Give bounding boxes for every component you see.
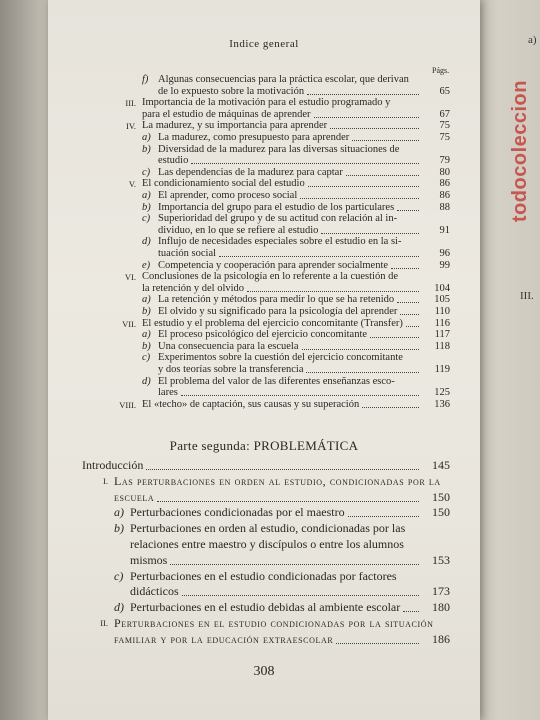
toc-entry-line xyxy=(110,178,450,190)
leader-dots xyxy=(346,175,419,176)
toc-entry-letter: d) xyxy=(142,236,151,248)
toc-entry-title: Conclusiones de la psicología en lo referente a la cuestión de xyxy=(142,271,398,283)
running-head: Indice general xyxy=(229,38,299,50)
toc-entry-line xyxy=(114,600,450,615)
toc-entry-line xyxy=(158,364,450,376)
toc-entry-line xyxy=(130,584,450,599)
toc-entry-line xyxy=(110,318,450,330)
toc-page-number: 75 xyxy=(439,132,450,143)
toc-entry-title: El problema del valor de las diferentes enseñanzas esco- xyxy=(158,375,395,387)
toc-page-number: 116 xyxy=(434,317,450,329)
toc-entry-line xyxy=(142,144,450,156)
toc-entry-letter: c) xyxy=(114,568,124,583)
toc-page-number: 153 xyxy=(432,552,450,567)
toc-entry-line xyxy=(158,155,450,167)
toc-entry-line xyxy=(158,86,450,98)
leader-dots xyxy=(348,516,419,517)
toc-entry-line xyxy=(114,505,450,520)
toc-entry-line xyxy=(82,616,450,631)
toc-entry-number: II. xyxy=(100,618,108,628)
leader-dots xyxy=(321,233,419,234)
toc-page-number: 80 xyxy=(439,166,450,178)
toc-page-number: 67 xyxy=(439,108,450,120)
leader-dots xyxy=(406,326,419,327)
toc-entry-line xyxy=(82,474,450,489)
toc-entry-title: El condicionamiento social del estudio xyxy=(142,178,305,190)
leader-dots xyxy=(182,595,419,596)
toc-entry-letter: a) xyxy=(142,329,151,341)
leader-dots xyxy=(403,611,419,612)
toc-entry-title: Importancia de la motivación para el estudio programado y xyxy=(142,97,391,109)
toc-entry-title: Algunas consecuencias para la práctica escolar, que derivan xyxy=(158,74,409,85)
leader-dots xyxy=(391,268,419,269)
toc-page-number: 104 xyxy=(434,282,450,294)
toc-entry-line xyxy=(130,537,450,552)
toc-page-number: 145 xyxy=(432,458,450,472)
toc-entry-line xyxy=(142,306,450,318)
toc-page-number: 79 xyxy=(439,155,450,167)
toc-entry-number: IV. xyxy=(126,121,136,132)
toc-entry-line xyxy=(110,120,450,132)
leader-dots xyxy=(400,314,419,315)
toc-entry-title: Superioridad del grupo y de su actitud con relación al in- xyxy=(158,213,398,225)
toc-entry-title: Perturbaciones en orden al estudio, condicionadas por las xyxy=(130,521,406,536)
toc-page-number: 173 xyxy=(432,584,450,599)
toc-entry-line xyxy=(142,260,450,272)
leader-dots xyxy=(170,564,419,565)
toc-entry-title: relaciones entre maestro y discípulos o entre los alumnos xyxy=(130,537,404,551)
toc-entry-line xyxy=(142,283,450,295)
toc-entry-title: de lo expuesto sobre la motivación xyxy=(158,85,305,97)
toc-entry-letter: e) xyxy=(142,259,151,271)
toc-entry-line xyxy=(158,248,450,260)
toc-entry-title: El aprender, como proceso social xyxy=(158,190,298,201)
toc-entry-letter: a) xyxy=(114,505,124,520)
toc-page-number: 150 xyxy=(432,489,450,504)
right-page-fragment-a: a) xyxy=(528,34,537,46)
leader-dots xyxy=(302,349,420,350)
toc-page-number: 117 xyxy=(434,329,450,341)
toc-entry-line xyxy=(142,109,450,121)
toc-entry-title: El olvido y su significado para la psicología del aprender xyxy=(158,306,398,317)
toc-entry-title: La madurez, y su importancia para aprender xyxy=(142,120,328,132)
leader-dots xyxy=(306,372,419,373)
pags-label: Págs. xyxy=(432,66,450,75)
toc-entry-letter: d) xyxy=(114,600,124,615)
toc-entry-title: Influjo de necesidades especiales sobre el estudio en la si- xyxy=(158,236,402,248)
toc-entry-title: la retención y del olvido xyxy=(142,282,245,294)
toc-entry-title: escuela xyxy=(114,489,155,504)
toc-entry-title: La madurez, como presupuesto para aprender xyxy=(158,132,350,143)
toc-entry-title: dividuo, en lo que se refiere al estudio xyxy=(158,224,319,236)
toc-entry-title: Perturbaciones en el estudio debidas al ambiente escolar xyxy=(130,600,401,615)
toc-entry-line xyxy=(142,190,450,202)
leader-dots xyxy=(247,291,419,292)
toc-entry-letter: a) xyxy=(142,132,151,143)
toc-entry-title: lares xyxy=(158,387,178,399)
leader-dots xyxy=(219,256,419,257)
toc-entry-title: Importancia del grupo para el estudio de los particulares xyxy=(158,201,395,213)
toc-entry-number: V. xyxy=(128,179,136,190)
toc-entry-line xyxy=(142,202,450,214)
toc-entry-line xyxy=(142,213,450,225)
toc-entry-line xyxy=(142,236,450,248)
part-title: Parte segunda: PROBLEMÁTICA xyxy=(169,438,359,453)
toc-entry-title: y dos teorías sobre la transferencia xyxy=(158,364,304,375)
toc-entry-title: Perturbaciones en el estudio condicionadas por factores xyxy=(130,568,397,583)
toc-entry-title: Competencia y cooperación para aprender socialmente xyxy=(158,259,389,271)
toc-page-number: 86 xyxy=(439,190,450,201)
toc-entry-number: III. xyxy=(125,98,136,109)
right-page-fragment-iii: III. xyxy=(520,290,534,302)
toc-entry-line xyxy=(110,271,450,283)
toc-page-number: 119 xyxy=(434,364,450,375)
toc-entry-line xyxy=(82,458,450,473)
toc-page-number: 118 xyxy=(434,340,450,352)
toc-entry-number: VI. xyxy=(124,272,136,283)
leader-dots xyxy=(146,469,419,470)
leader-dots xyxy=(314,117,419,118)
leader-dots xyxy=(330,128,419,129)
toc-entry-letter: c) xyxy=(142,213,151,225)
toc-entry-letter: b) xyxy=(142,143,151,155)
toc-entry-line xyxy=(114,569,450,584)
leader-dots xyxy=(307,94,419,95)
toc-entry-line xyxy=(142,167,450,179)
toc-entry-line xyxy=(142,341,450,353)
toc-page-number: 91 xyxy=(439,224,450,236)
toc-entry-title: Perturbaciones en el estudio condicionadas por la situación xyxy=(114,616,434,630)
toc-entry-title: didácticos xyxy=(130,584,179,599)
watermark: todocoleccion xyxy=(509,80,531,223)
toc-page-number: 65 xyxy=(439,85,450,97)
toc-entry-title: Diversidad de la madurez para las diversas situaciones de xyxy=(158,143,400,155)
toc-entry-number: I. xyxy=(103,475,108,486)
toc-page-number: 125 xyxy=(434,387,450,399)
toc-page-number: 86 xyxy=(439,178,450,190)
toc-entry-line xyxy=(130,553,450,568)
leader-dots xyxy=(336,643,419,644)
toc-entry-letter: a) xyxy=(142,190,151,201)
toc-entry-title: El estudio y el problema del ejercicio concomitante (Transfer) xyxy=(142,317,403,329)
toc-entry-line xyxy=(114,632,450,647)
toc-entry-line xyxy=(142,74,450,86)
leader-dots xyxy=(300,198,419,199)
toc-entry-line xyxy=(142,352,450,364)
toc-entry-line xyxy=(158,387,450,399)
toc-entry-line xyxy=(142,132,450,144)
toc-page-number: 110 xyxy=(434,306,450,317)
toc-entry-number: VIII. xyxy=(119,399,136,410)
toc-entry-title: para el estudio de máquinas de aprender xyxy=(142,108,311,120)
toc-entry-title: Experimentos sobre la cuestión del ejercicio concomitante xyxy=(158,352,403,364)
toc-entry-title: El «techo» de captación, sus causas y su superación xyxy=(142,398,360,410)
leader-dots xyxy=(370,337,419,338)
toc-page-number: 150 xyxy=(432,505,450,520)
toc-entry-title: Una consecuencia para la escuela xyxy=(158,340,299,352)
toc-entry-letter: b) xyxy=(114,521,124,536)
toc-entry-title: La retención y métodos para medir lo que se ha retenido xyxy=(158,294,395,306)
toc-entry-title: Las dependencias de la madurez para captar xyxy=(158,166,343,178)
toc-entry-letter: c) xyxy=(142,352,151,364)
toc-entry-letter: c) xyxy=(142,166,151,178)
toc-page-number: 136 xyxy=(434,398,450,410)
toc-entry-title: estudio xyxy=(158,155,189,167)
leader-dots xyxy=(157,501,419,502)
leader-dots xyxy=(397,210,419,211)
toc-entry-letter: b) xyxy=(142,340,151,352)
toc-entry-letter: b) xyxy=(142,201,151,213)
toc-entry-line xyxy=(114,521,450,536)
toc-entry-title: Las perturbaciones en orden al estudio, condicionadas por la xyxy=(114,473,441,488)
toc-page-number: 96 xyxy=(439,248,450,259)
leader-dots xyxy=(181,395,419,396)
leader-dots xyxy=(191,163,419,164)
toc-entry-letter: a) xyxy=(142,294,151,306)
toc-entry-number: VII. xyxy=(122,318,136,329)
toc-entry-line xyxy=(142,294,450,306)
leader-dots xyxy=(397,302,419,303)
toc-entry-line xyxy=(142,329,450,341)
toc-entry-title: El proceso psicológico del ejercicio concomitante xyxy=(158,329,368,341)
toc-entry-title: mismos xyxy=(130,552,168,567)
toc-entry-line xyxy=(142,376,450,388)
toc-page-number: 99 xyxy=(439,259,450,271)
toc-entry-line xyxy=(110,399,450,411)
toc-entry-title: familiar y por la educación extraescolar xyxy=(114,631,334,646)
toc-page-number: 186 xyxy=(432,631,450,646)
toc-page-number: 105 xyxy=(434,294,450,306)
toc-page-number: 88 xyxy=(439,201,450,213)
toc-entry-line xyxy=(110,97,450,109)
leader-dots xyxy=(362,407,419,408)
toc-entry-letter: d) xyxy=(142,375,151,387)
toc-page-number: 75 xyxy=(439,120,450,132)
page-number: 308 xyxy=(253,664,275,679)
toc-entry-line xyxy=(114,490,450,505)
toc-entry-title: tuación social xyxy=(158,248,217,259)
toc-page-number: 180 xyxy=(432,600,450,615)
toc-entry-title: Introducción xyxy=(82,458,144,472)
leader-dots xyxy=(308,186,419,187)
leader-dots xyxy=(352,140,419,141)
toc-entry-letter: f) xyxy=(142,74,149,85)
toc-entry-letter: b) xyxy=(142,306,151,317)
toc-entry-line xyxy=(158,225,450,237)
toc-entry-title: Perturbaciones condicionadas por el maestro xyxy=(130,505,345,520)
book-page xyxy=(48,0,480,720)
